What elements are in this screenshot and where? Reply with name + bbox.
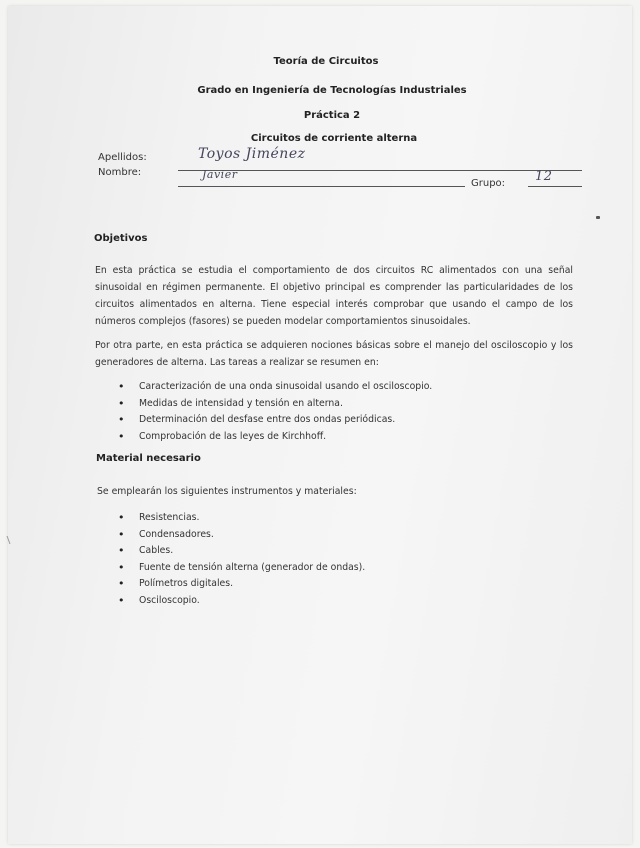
practice-number: Práctica 2 bbox=[303, 110, 361, 121]
material-heading: Material necesario bbox=[96, 453, 201, 464]
grupo-label: Grupo: bbox=[471, 178, 506, 189]
grupo-underline bbox=[528, 186, 582, 187]
course-title: Teoría de Circuitos bbox=[273, 56, 379, 67]
practice-topic: Circuitos de corriente alterna bbox=[250, 133, 418, 144]
nombre-underline bbox=[178, 186, 465, 187]
list-item: • Resistencias. bbox=[118, 510, 365, 527]
list-item: • Comprobación de las leyes de Kirchhoff. bbox=[118, 429, 432, 446]
document-page bbox=[8, 6, 632, 844]
list-item: • Medidas de intensidad y tensión en alterna. bbox=[118, 396, 432, 413]
paper-speck bbox=[596, 216, 600, 219]
tasks-list bbox=[118, 379, 432, 445]
material-intro: Se emplearán los siguientes instrumentos y materiales: bbox=[97, 486, 357, 497]
paper-mark bbox=[7, 536, 17, 544]
apellidos-underline bbox=[178, 170, 582, 171]
apellidos-field[interactable]: Toyos Jiménez bbox=[198, 146, 306, 162]
list-item: • Condensadores. bbox=[118, 527, 365, 544]
objetivos-heading: Objetivos bbox=[94, 233, 148, 244]
nombre-label: Nombre: bbox=[98, 167, 142, 178]
list-item: • Polímetros digitales. bbox=[118, 576, 365, 593]
degree-title: Grado en Ingeniería de Tecnologías Industriales bbox=[197, 85, 467, 96]
list-item: • Caracterización de una onda sinusoidal usando el osciloscopio. bbox=[118, 379, 432, 396]
grupo-field[interactable]: 12 bbox=[535, 169, 553, 184]
list-item: • Fuente de tensión alterna (generador de ondas). bbox=[118, 560, 365, 577]
materials-list bbox=[118, 510, 365, 609]
list-item: • Determinación del desfase entre dos ondas periódicas. bbox=[118, 412, 432, 429]
list-item: • Osciloscopio. bbox=[118, 593, 365, 610]
apellidos-label: Apellidos: bbox=[98, 152, 147, 163]
objetivos-paragraph-2: Por otra parte, en esta práctica se adquieren nociones básicas sobre el manejo del osciloscopio y los generadores de alterna. Las tareas a realizar se resumen en: bbox=[95, 340, 573, 368]
objetivos-paragraph-1: En esta práctica se estudia el comportamiento de dos circuitos RC alimentados con una señal sinusoidal en régimen permanente. El objetivo principal es comprender las particularidades de los circuitos alimentados en alterna. Tiene especial interés comprobar que usando el campo de los números complejos (fasores) se pueden modelar comportamientos sinusoidales. bbox=[95, 265, 573, 327]
list-item: • Cables. bbox=[118, 543, 365, 560]
nombre-field[interactable]: Javier bbox=[202, 168, 238, 181]
